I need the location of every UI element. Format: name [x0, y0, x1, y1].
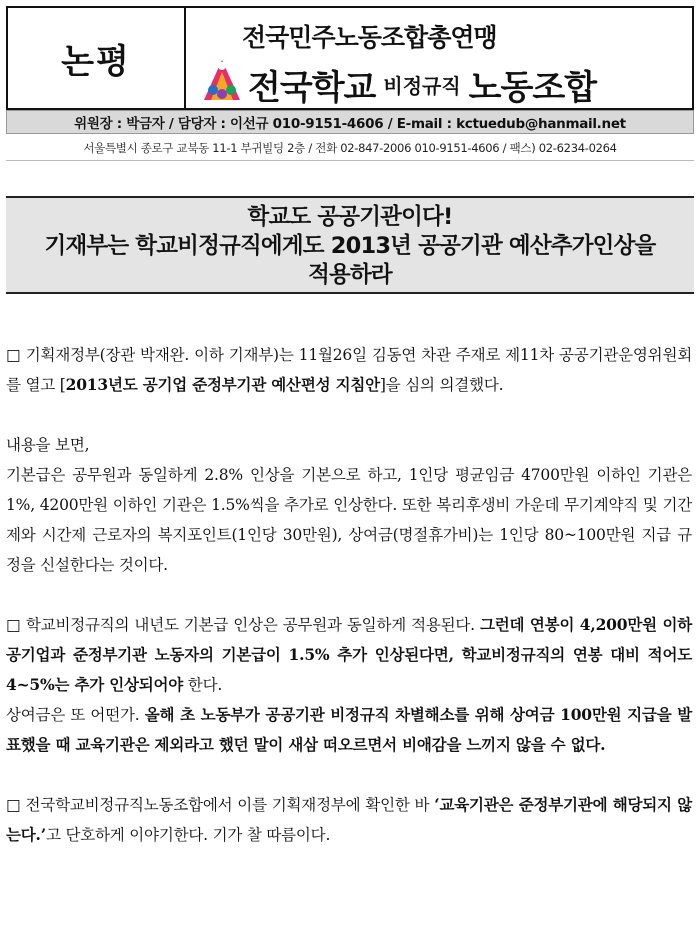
- union-logo-icon: [200, 58, 244, 102]
- paragraph-4-text: 상여금은 또 어떤가.: [6, 706, 145, 724]
- headline-box: [6, 196, 694, 294]
- divider: [6, 160, 694, 161]
- paragraph-5-text: □ 전국학교비정규직노동조합에서 이를 기획재정부에 확인한 바: [6, 796, 435, 814]
- paragraph-3-bold: 그런데 연봉이 4,200만원 이하 공기업과 준정부기관 노동자의 기본급이 1.5% 추가 인상된다면, 학교비정규직의 연봉 대비 적어도 4~5%는 추가 인상되어야: [6, 615, 692, 694]
- spacer: [6, 400, 692, 430]
- headline-line-1: 학교도 공공기관이다!: [247, 204, 453, 230]
- union-name-left: 전국학교: [248, 68, 376, 108]
- header-table: [6, 6, 694, 110]
- paragraph-4: [6, 700, 692, 760]
- spacer: [6, 760, 692, 790]
- paragraph-3-text: □ 학교비정규직의 내년도 기본급 인상은 공무원과 동일하게 적용된다.: [6, 616, 481, 634]
- union-name-right: 노동조합: [468, 68, 597, 108]
- paragraph-1-end: ]을 심의 의결했다.: [379, 376, 504, 394]
- paragraph-5: [6, 790, 692, 850]
- federation-name: 전국민주노동조합총연맹: [242, 23, 497, 52]
- paragraph-4-bold: 올해 초 노동부가 공공기관 비정규직 차별해소를 위해 상여금 100만원 지급을 발표했을 때 교육기관은 제외라고 했던 말이 새삼 떠오르면서 비애감을 느끼지 않을 수 없다.: [6, 705, 693, 754]
- contact-text: 위원장 : 박금자 / 담당자 : 이선규 010-9151-4606 / E-mail : kctuedub@hanmail.net: [74, 116, 626, 132]
- union-name-mid: 비정규직: [383, 74, 461, 98]
- union-name: [248, 60, 596, 109]
- paragraph-1: [6, 340, 692, 400]
- doc-type-label: 논평: [61, 41, 131, 82]
- article-body: [6, 340, 692, 850]
- paragraph-1-text: □ 기획재정부(장관 박재완. 이하 기재부)는 11월26일 김동연 차관 주재로 제11차 공공기관운영위원회를 열고 [: [6, 346, 692, 394]
- spacer: [6, 580, 692, 610]
- headline-line-3: 적용하라: [308, 262, 392, 288]
- address-line: 서울특별시 종로구 교북동 11-1 부귀빌딩 2층 / 전화 02-847-2006 010-9151-4606 / 팩스) 02-6234-0264: [83, 141, 617, 155]
- paragraph-3-end: 한다.: [183, 676, 223, 694]
- paragraph-1-bold: 2013년도 공기업 준정부기관 예산편성 지침안: [65, 375, 380, 394]
- contact-bar: [6, 110, 694, 134]
- paragraph-2-intro: 내용을 보면,: [6, 436, 90, 454]
- paragraph-3: [6, 610, 692, 700]
- doc-type-cell: [8, 8, 186, 108]
- paragraph-2: 기본급은 공무원과 동일하게 2.8% 인상을 기본으로 하고, 1인당 평균임금 4700만원 이하인 기관은 1%, 4200만원 이하인 기관은 1.5%씩을 추가로 인상한다. 또한 복리후생비 가운데 무기계약직 및 기간제와 시간제 근로자의 복지포인트(1인당 30만원), 상여금(명절휴가비)는 1인당 80~100만원 지급 규정을 신설한다는 것이다.: [6, 466, 692, 574]
- headline-line-2: 기재부는 학교비정규직에게도 2013년 공공기관 예산추가인상을: [44, 233, 656, 259]
- paragraph-5-bold: ‘교육기관은 준정부기관에 해당되지 않는다.’: [6, 795, 692, 844]
- paragraph-5-end: 고 단호하게 이야기한다. 기가 찰 따름이다.: [45, 826, 331, 844]
- org-cell: [186, 8, 692, 108]
